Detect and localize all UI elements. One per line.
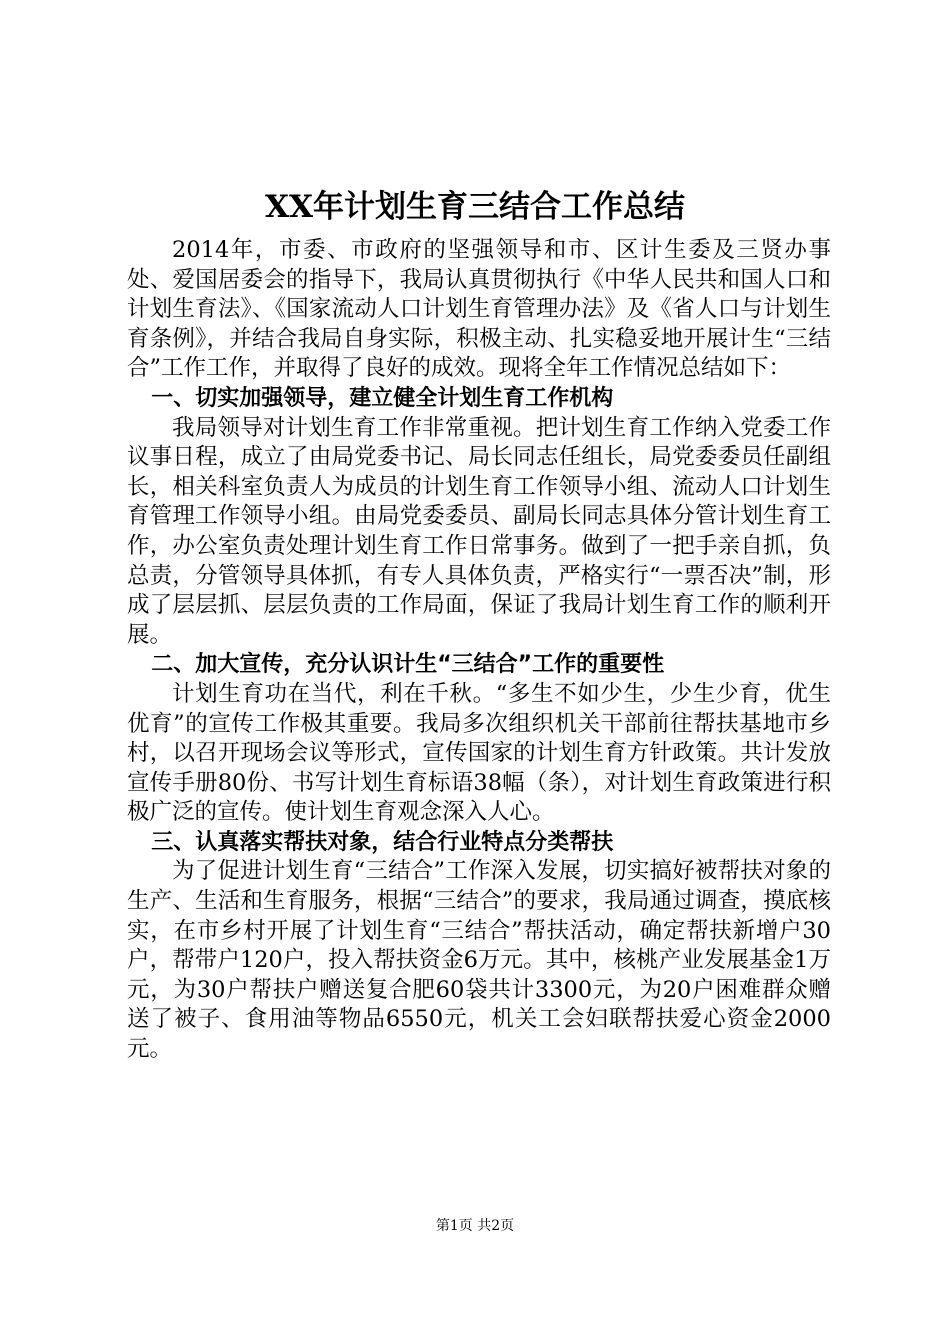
document-title: XX年计划生育三结合工作总结 bbox=[264, 189, 686, 225]
section-paragraph-1: 我局领导对计划生育工作非常重视。把计划生育工作纳入党委工作议事日程，成立了由局党委书记、局长同志任组长，局党委委员任副组长，相关科室负责人为成员的计划生育工作领导小组、流动人口计划生育管理工作领导小组。由局党委委员、副局长同志具体分管计划生育工作，办公室负责处理计划生育工作日常事务。做到了一把手亲自抓，负总责，分管领导具体抓，有专人具体负责，严格实行“一票否决”制，形成了层层抓、层层负责的工作局面，保证了我局计划生育工作的顺利开展。 bbox=[127, 414, 831, 648]
intro-paragraph: 2014年，市委、市政府的坚强领导和市、区计生委及三贤办事处、爱国居委会的指导下，我局认真贯彻执行《中华人民共和国人口和计划生育法》、《国家流动人口计划生育管理办法》及《省人口与计划生育条例》，并结合我局自身实际，积极主动、扎实稳妥地开展计生“三结合”工作工作，并取得了良好的成效。现将全年工作情况总结如下： bbox=[127, 237, 831, 382]
section-heading-1: 一、切实加强领导，建立健全计划生育工作机构 bbox=[151, 385, 614, 411]
section-heading-2: 二、加大宣传，充分认识计生“三结合”工作的重要性 bbox=[151, 652, 665, 678]
section-heading-3: 三、认真落实帮扶对象，结合行业特点分类帮扶 bbox=[151, 829, 614, 855]
document-body bbox=[127, 236, 831, 1065]
section-paragraph-2: 计划生育功在当代，利在千秋。“多生不如少生，少生少育，优生优育”的宣传工作极其重要。我局多次组织机关干部前往帮扶基地市乡村，以召开现场会议等形式，宣传国家的计划生育方针政策。共计发放宣传手册80份、书写计划生育标语38幅（条），对计划生育政策进行积极广泛的宣传。使计划生育观念深入人心。 bbox=[127, 680, 831, 826]
page-number-footer: 第1页 共2页 bbox=[435, 1218, 515, 1234]
section-paragraph-3: 为了促进计划生育“三结合”工作深入发展，切实搞好被帮扶对象的生产、生活和生育服务，根据“三结合”的要求，我局通过调查，摸底核实，在市乡村开展了计划生育“三结合”帮扶活动，确定帮扶新增户30户，帮带户120户，投入帮扶资金6万元。其中，核桃产业发展基金1万元，为30户帮扶户赠送复合肥60袋共计3300元，为20户困难群众赠送了被子、食用油等物品6550元，机关工会妇联帮扶爱心资金2000元。 bbox=[127, 858, 831, 1063]
